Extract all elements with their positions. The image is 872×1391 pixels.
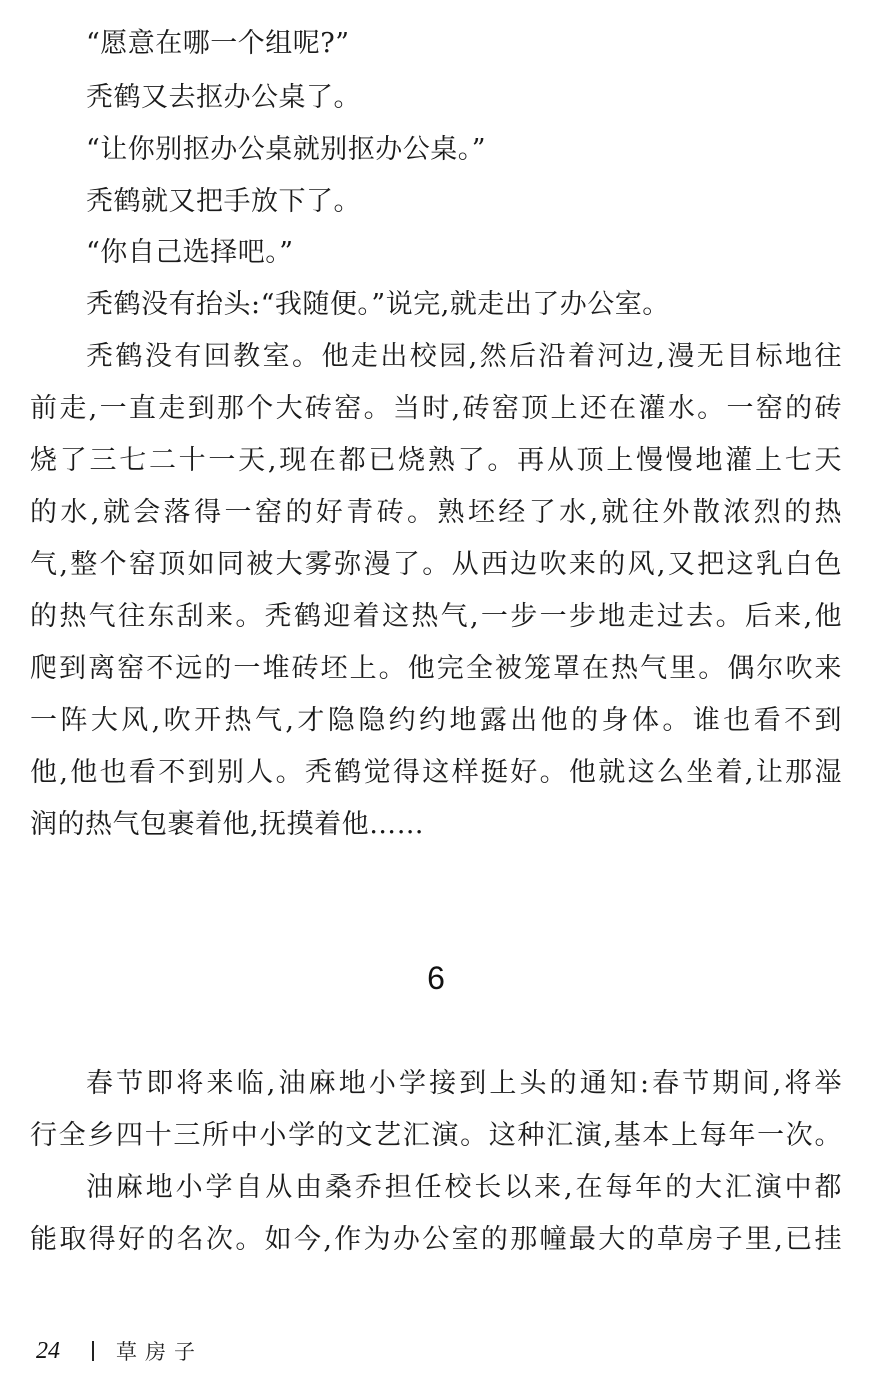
text-line: 秃鹤又去抠办公桌了。 xyxy=(86,82,361,113)
text-line: 秃鹤就又把手放下了。 xyxy=(86,186,361,217)
paragraph-line: 前走,一直走到那个大砖窑。当时,砖窑顶上还在灌水。一窑的砖 xyxy=(30,393,842,424)
paragraph-line: 烧了三七二十一天,现在都已烧熟了。再从顶上慢慢地灌上七天 xyxy=(30,445,842,476)
chapter-number: 6 xyxy=(427,960,445,996)
dialogue-line: “让你别抠办公桌就别抠办公桌。” xyxy=(86,134,487,165)
paragraph-line: 春节即将来临,油麻地小学接到上头的通知:春节期间,将举 xyxy=(86,1068,842,1099)
dialogue-line: “你自己选择吧。” xyxy=(86,237,294,268)
book-title: 草房子 xyxy=(116,1340,203,1364)
text-line: 秃鹤没有抬头:“我随便。”说完,就走出了办公室。 xyxy=(86,289,670,320)
footer-divider xyxy=(92,1341,94,1361)
paragraph-line: 润的热气包裹着他,抚摸着他…… xyxy=(30,809,425,840)
paragraph-line: 油麻地小学自从由桑乔担任校长以来,在每年的大汇演中都 xyxy=(86,1172,842,1203)
paragraph-line: 秃鹤没有回教室。他走出校园,然后沿着河边,漫无目标地往 xyxy=(86,341,842,372)
paragraph-line: 一阵大风,吹开热气,才隐隐约约地露出他的身体。谁也看不到 xyxy=(30,705,842,736)
paragraph-line: 他,他也看不到别人。秃鹤觉得这样挺好。他就这么坐着,让那湿 xyxy=(30,757,842,788)
paragraph-line: 行全乡四十三所中小学的文艺汇演。这种汇演,基本上每年一次。 xyxy=(30,1120,842,1151)
paragraph-line: 的热气往东刮来。秃鹤迎着这热气,一步一步地走过去。后来,他 xyxy=(30,601,842,632)
paragraph-line: 爬到离窑不远的一堆砖坯上。他完全被笼罩在热气里。偶尔吹来 xyxy=(30,653,842,684)
paragraph-line: 的水,就会落得一窑的好青砖。熟坯经了水,就往外散浓烈的热 xyxy=(30,497,842,528)
dialogue-line: “愿意在哪一个组呢?” xyxy=(86,28,350,59)
paragraph-line: 气,整个窑顶如同被大雾弥漫了。从西边吹来的风,又把这乳白色 xyxy=(30,549,842,580)
page-number: 24 xyxy=(36,1337,60,1364)
paragraph-line: 能取得好的名次。如今,作为办公室的那幢最大的草房子里,已挂 xyxy=(30,1224,842,1255)
page-footer xyxy=(36,1334,203,1368)
